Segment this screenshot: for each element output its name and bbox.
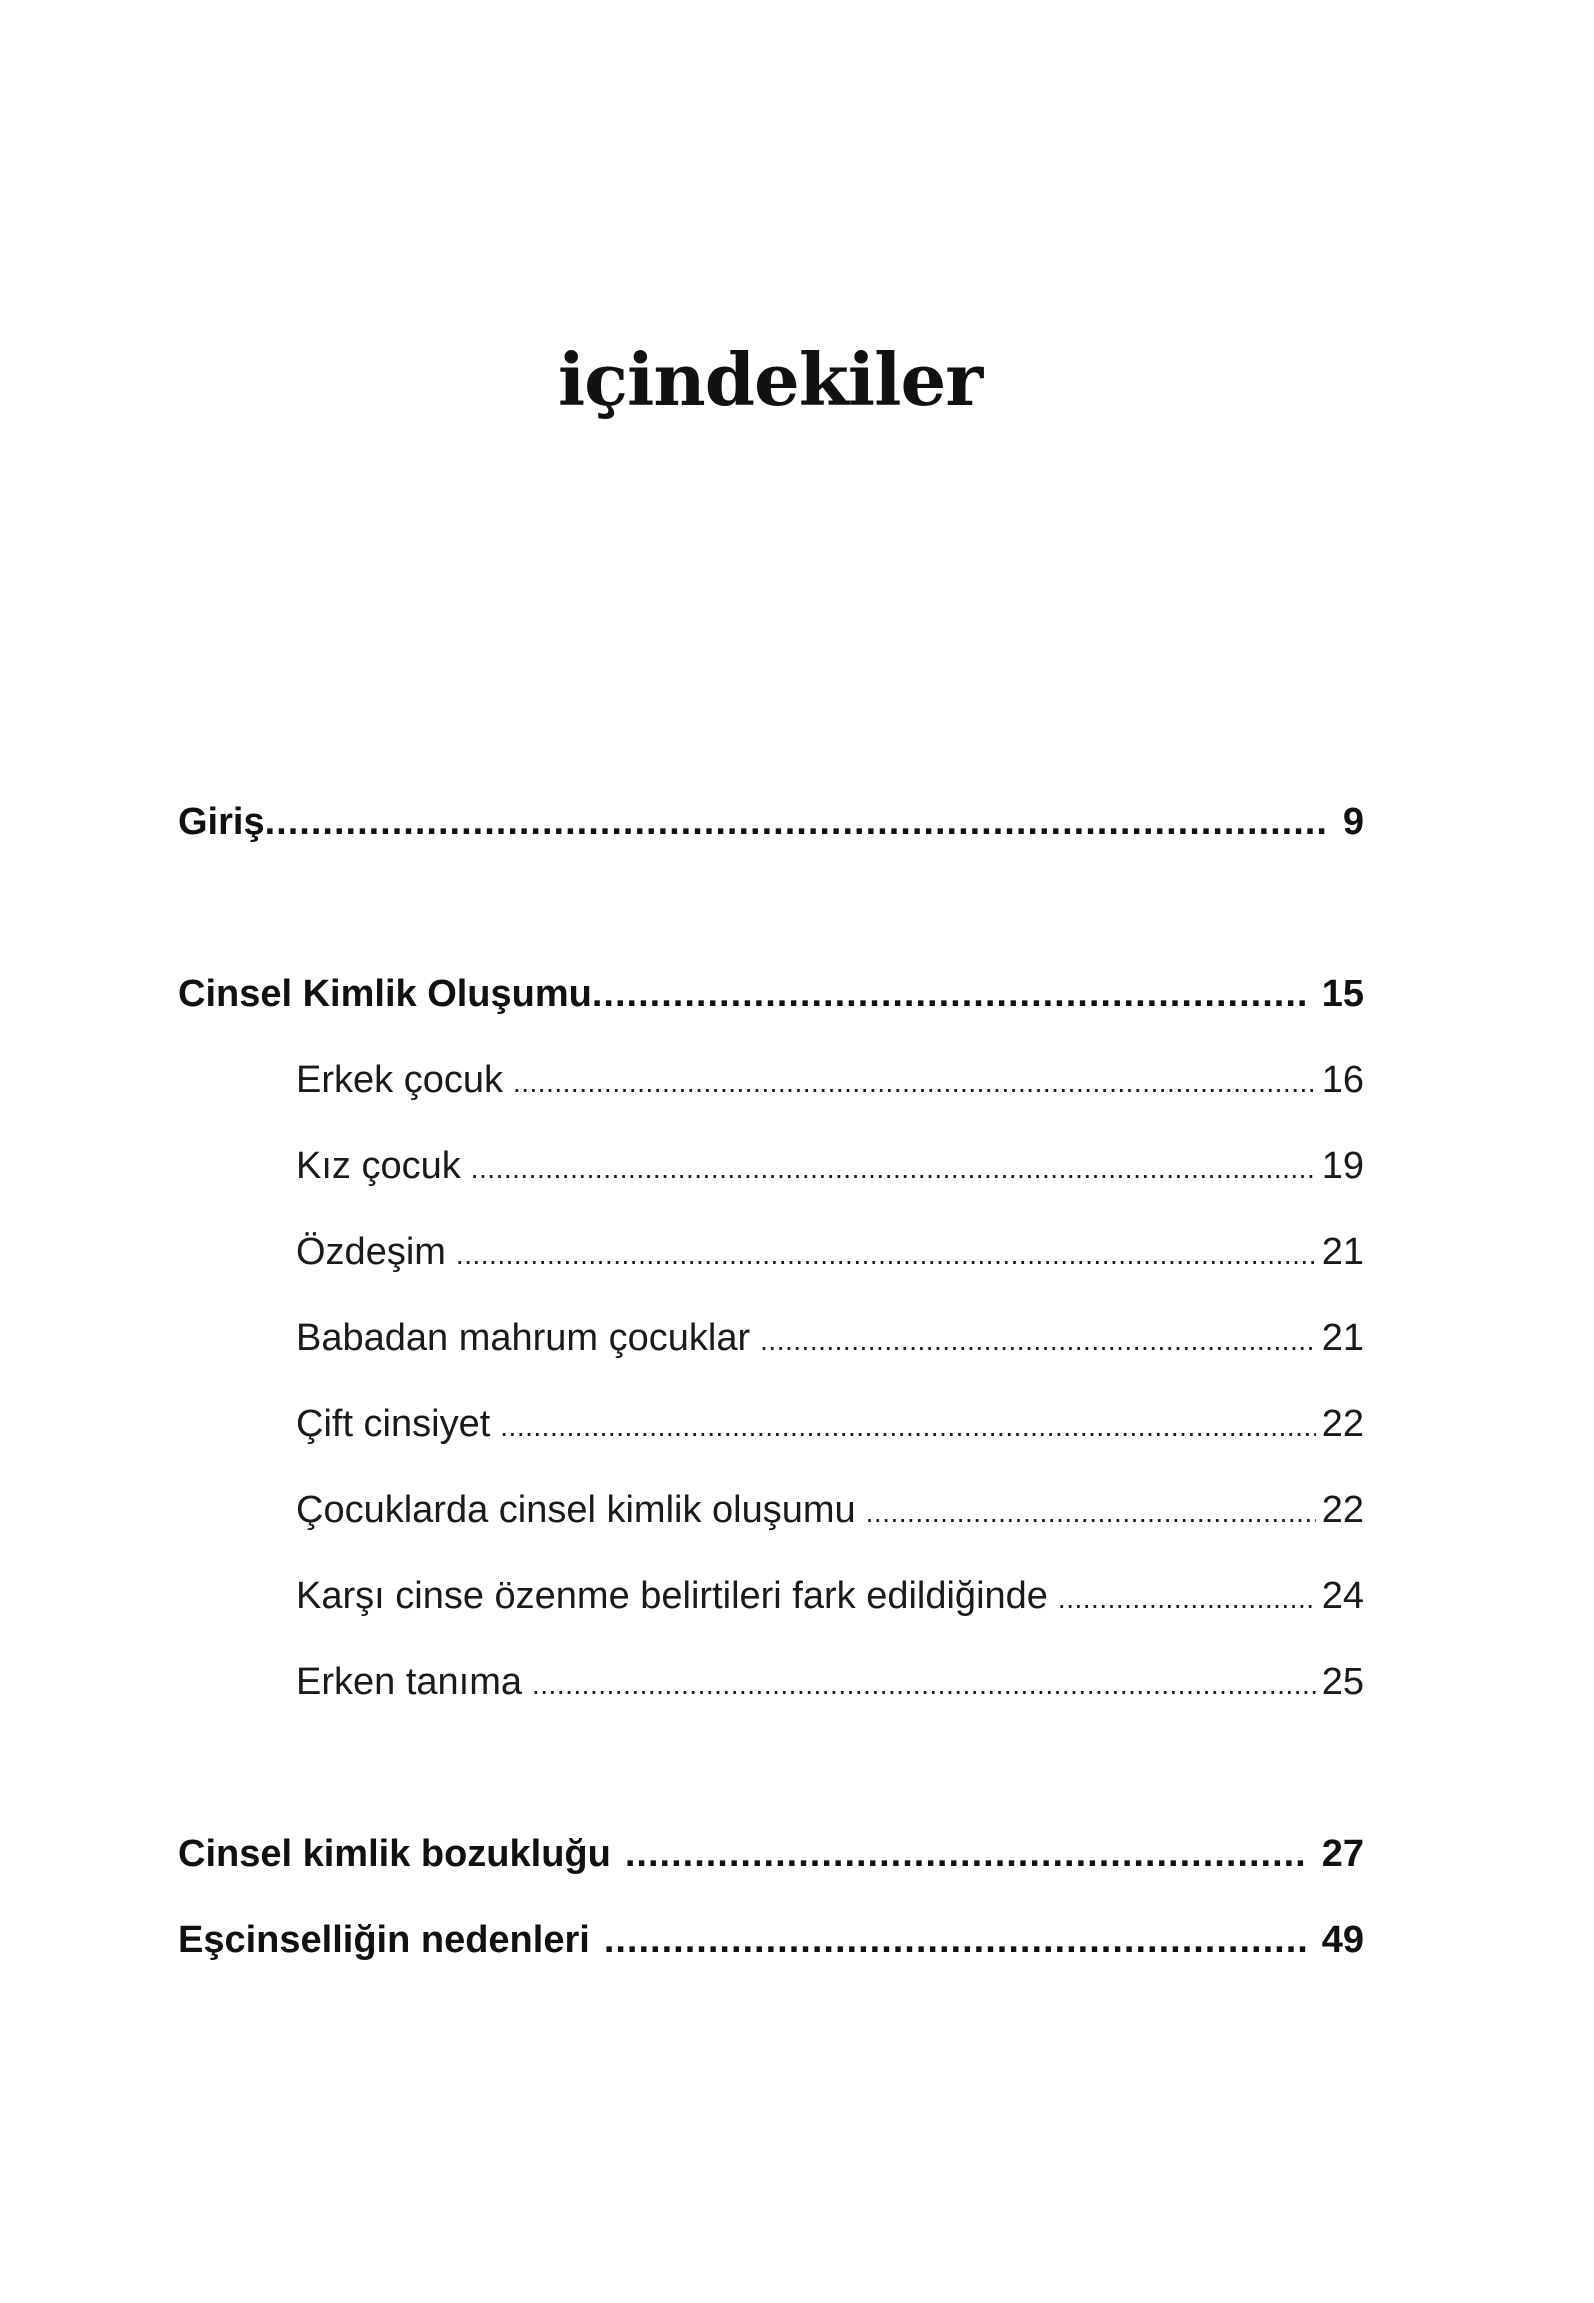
toc-entry-babadan-mahrum-cocuklar[interactable]: [296, 1312, 1364, 1364]
toc-entry-cift-cinsiyet[interactable]: [296, 1398, 1364, 1450]
toc-entry-page: 16: [1321, 1059, 1364, 1101]
toc-entry-label: Özdeşim: [296, 1231, 446, 1273]
dot-leader: [265, 796, 1329, 848]
toc-entry-karsi-cinse-ozenme[interactable]: [296, 1570, 1364, 1622]
toc-entry-page: 15: [1321, 973, 1364, 1015]
dot-leader: [513, 1054, 1316, 1109]
toc-entry-label: Erkek çocuk: [296, 1059, 503, 1101]
toc-entry-label: Karşı cinse özenme belirtileri fark edildiğinde: [296, 1575, 1048, 1617]
toc-entry-escinselligin-nedenleri[interactable]: [178, 1914, 1364, 1966]
dot-leader: [760, 1312, 1316, 1367]
toc-entry-cinsel-kimlik-olusumu[interactable]: [178, 968, 1364, 1020]
toc-entry-label: Cinsel kimlik bozukluğu: [178, 1833, 611, 1875]
toc-entry-page: 22: [1321, 1403, 1364, 1445]
toc-entry-label: Babadan mahrum çocuklar: [296, 1317, 751, 1359]
dot-leader: [1058, 1570, 1316, 1625]
toc-entry-page: 24: [1321, 1575, 1364, 1617]
dot-leader: [500, 1398, 1315, 1453]
dot-leader: [866, 1484, 1316, 1539]
dot-leader: [456, 1226, 1316, 1281]
toc-entry-page: 9: [1342, 801, 1364, 843]
toc-entry-page: 25: [1321, 1661, 1364, 1703]
toc-entry-label: Giriş: [178, 801, 265, 843]
toc-entry-giris[interactable]: [178, 796, 1364, 848]
toc-entry-label: Kız çocuk: [296, 1145, 461, 1187]
toc-entry-label: Çift cinsiyet: [296, 1403, 491, 1445]
page-title: içindekiler: [557, 337, 983, 422]
toc-entry-page: 49: [1321, 1919, 1364, 1961]
toc-entry-cinsel-kimlik-bozuklugu[interactable]: [178, 1828, 1364, 1880]
toc-entry-ozdesim[interactable]: [296, 1226, 1364, 1278]
toc-entry-page: 21: [1321, 1231, 1364, 1273]
dot-leader: [592, 968, 1308, 1020]
dot-leader: [625, 1828, 1308, 1880]
toc-entry-label: Eşcinselliğin nedenleri: [178, 1919, 590, 1961]
table-of-contents: [178, 0, 1364, 2303]
toc-entry-label: Çocuklarda cinsel kimlik oluşumu: [296, 1489, 856, 1531]
toc-entry-erken-tanima[interactable]: [296, 1656, 1364, 1708]
toc-entry-label: Cinsel Kimlik Oluşumu: [178, 973, 592, 1015]
toc-entry-page: 21: [1321, 1317, 1364, 1359]
dot-leader: [471, 1140, 1316, 1195]
toc-entry-cocuklarda-cinsel-kimlik-olusumu[interactable]: [296, 1484, 1364, 1536]
toc-entry-erkek-cocuk[interactable]: [296, 1054, 1364, 1106]
toc-entry-page: 27: [1321, 1833, 1364, 1875]
toc-entry-page: 22: [1321, 1489, 1364, 1531]
toc-entry-page: 19: [1321, 1145, 1364, 1187]
dot-leader: [532, 1656, 1316, 1711]
dot-leader: [604, 1914, 1308, 1966]
toc-entry-kiz-cocuk[interactable]: [296, 1140, 1364, 1192]
toc-entry-label: Erken tanıma: [296, 1661, 522, 1703]
